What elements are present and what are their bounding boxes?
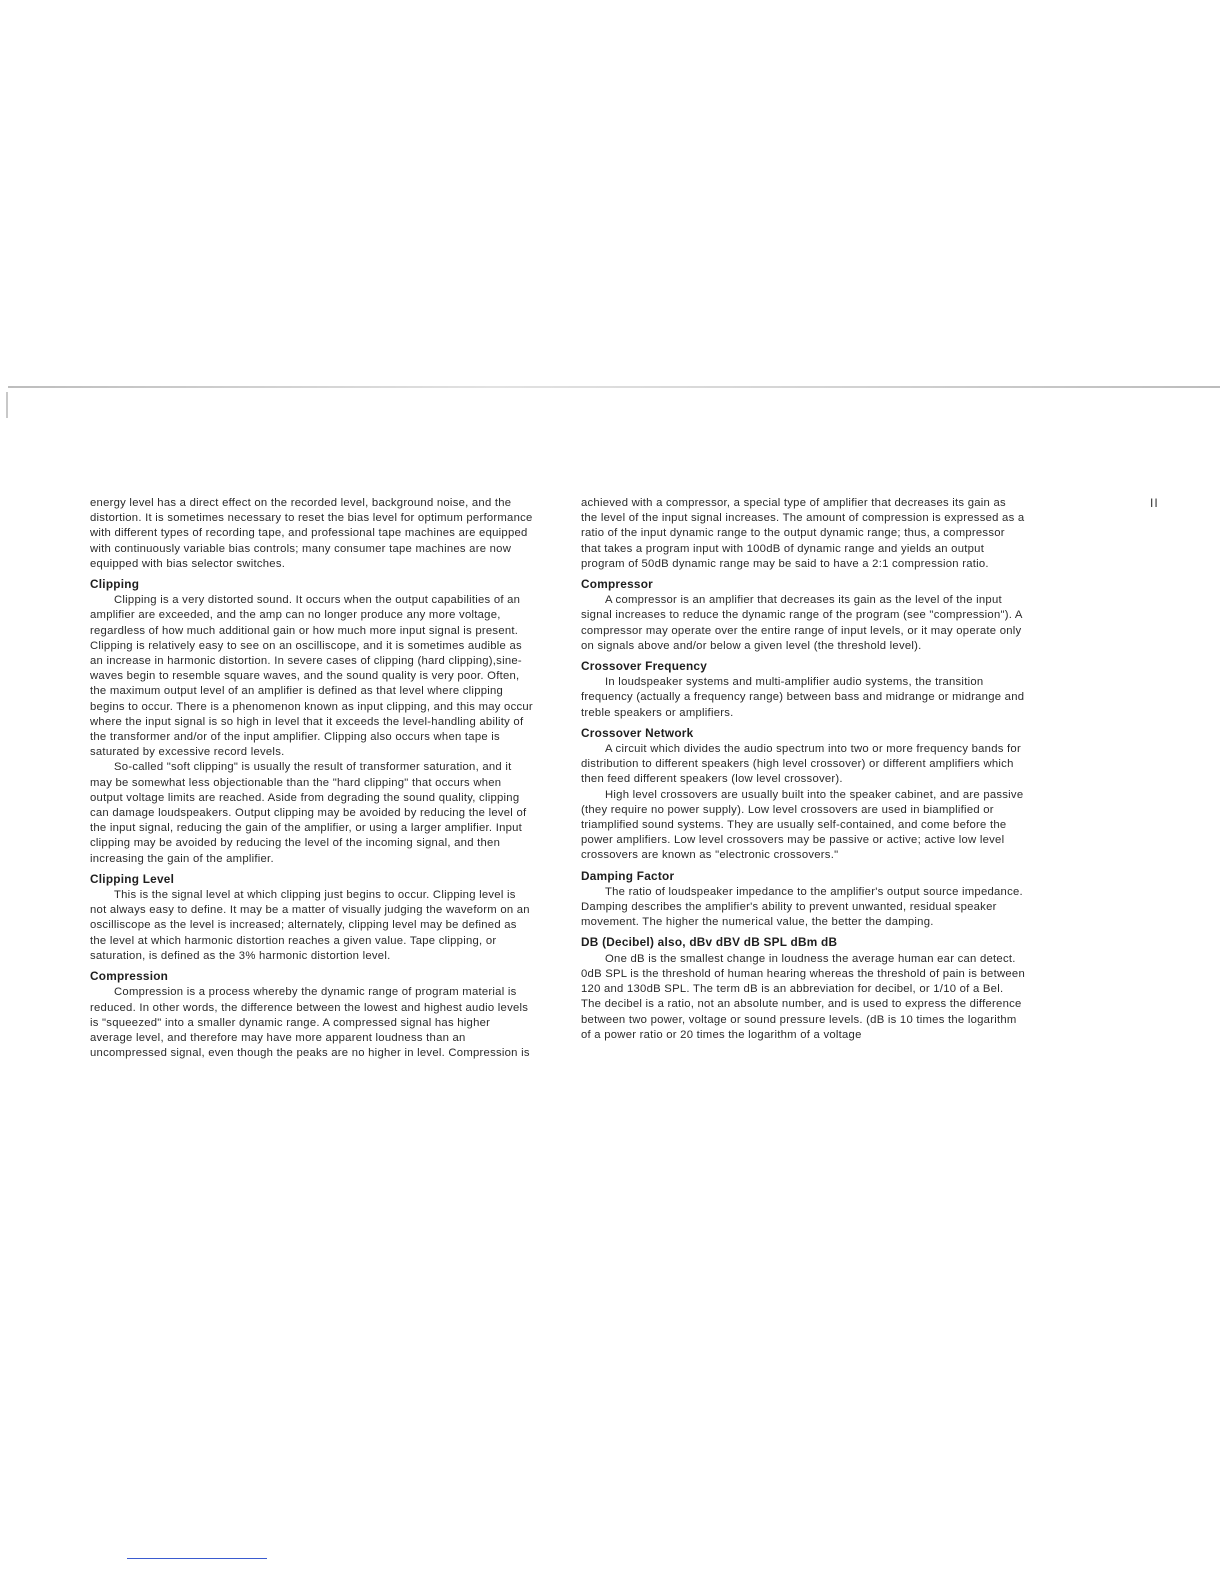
glossary-paragraph: One dB is the smallest change in loudness the average human ear can detect. 0dB SPL is the threshold of human hearing whereas the threshold of pain is between 120 and 130dB SPL. The term dB is an abbreviation for decibel, or 1/10 of a Bel. The decibel is a ratio, not an absolute number, and is used to express the difference between two power, voltage or sound pressure levels. (dB is 10 times the logarithm of a power ratio or 20 times the logarithm of a voltage: [581, 952, 1025, 1041]
glossary-paragraph: Compression is a process whereby the dynamic range of program material is reduced. In other words, the difference between the lowest and highest audio levels is "squeezed" into a smaller dynamic range. A compressed signal has higher average level, and therefore may have more apparent loudness than an uncompressed signal, even though the peaks are no higher in level. Compression is: [90, 986, 530, 1060]
glossary-term-heading: DB (Decibel) also, dBv dBV dB SPL dBm dB: [581, 935, 838, 950]
right-text-column: [581, 496, 1025, 1043]
glossary-entry-db-decibel-also-dbv-dbv-db-spl-dbm-db: [581, 935, 1025, 1042]
glossary-entry-clipping: [90, 577, 534, 867]
page-number: II: [1150, 496, 1159, 510]
glossary-paragraph: This is the signal level at which clipping just begins to occur. Clipping level is not always easy to define. It may be a matter of visually judging the waveform on an oscilliscope as the level is increased; alternately, clipping level may be defined as the level at which harmonic distortion reaches a given value. Tape clipping, or saturation, is defined as the 3% harmonic distortion level.: [90, 889, 530, 962]
glossary-term-heading: Compressor: [581, 577, 653, 592]
glossary-entry-crossover-frequency: [581, 659, 1025, 721]
glossary-entry-continued: [90, 496, 534, 572]
glossary-paragraph: Clipping is a very distorted sound. It occurs when the output capabilities of an amplifier are exceeded, and the amp can no longer produce any more voltage, regardless of how much additional gain or how much more input signal is present. Clipping is relatively easy to see on an oscilliscope, and it is sometimes audible as an increase in harmonic distortion. In severe cases of clipping (hard clipping),sine-waves begin to resemble square waves, and the sound quality is very poor. Often, the maximum output level of an amplifier is defined as that level where clipping begins to occur. There is a phenomenon known as input clipping, and this may occur where the input signal is so high in level that it exceeds the level-handling ability of the transformer and/or of the input amplifier. Clipping also occurs when tape is saturated by excessive record levels.: [90, 594, 533, 759]
glossary-term-heading: Compression: [90, 969, 169, 984]
glossary-term-heading: Clipping Level: [90, 871, 175, 886]
glossary-entry-crossover-network: [581, 726, 1025, 864]
glossary-paragraph: A compressor is an amplifier that decreases its gain as the level of the input signal increases to reduce the dynamic range of the program (see "compression"). A compressor may operate over the entire range of input levels, or it may operate only on signals above and/or below a given level (the threshold level).: [581, 594, 1023, 652]
glossary-term-heading: Damping Factor: [581, 868, 675, 883]
glossary-paragraph: A circuit which divides the audio spectrum into two or more frequency bands for distribution to different speakers (high level crossover) or different amplifiers which then feed different speakers (low level crossover).: [581, 743, 1021, 786]
glossary-entry-compression: [90, 969, 534, 1061]
glossary-paragraph: So-called "soft clipping" is usually the result of transformer saturation, and it may be somewhat less objectionable than the "hard clipping" that occurs when output voltage limits are reached. Aside from degrading the sound quality, clipping can damage loudspeakers. Output clipping may be avoided by reducing the level of the input signal, reducing the gain of the amplifier, or using a larger amplifier. Input clipping may be avoided by reducing the level of the incoming signal, and then increasing the gain of the amplifier.: [90, 761, 527, 865]
glossary-entry-compressor: [581, 577, 1025, 654]
glossary-paragraph: The ratio of loudspeaker impedance to the amplifier's output source impedance. Damping describes the amplifier's ability to prevent unwanted, residual speaker movement. The higher the numerical value, the better the damping.: [581, 885, 1023, 929]
scan-edge-mark: [6, 392, 8, 418]
glossary-term-heading: Crossover Frequency: [581, 659, 708, 674]
glossary-paragraph: achieved with a compressor, a special type of amplifier that decreases its gain as the level of the input signal increases. The amount of compression is expressed as a ratio of the input dynamic range to the output dynamic range; thus, a compressor that takes a program input with 100dB of dynamic range and yields an output program of 50dB dynamic range may be said to have a 2:1 compression ratio.: [581, 497, 1025, 570]
glossary-entry-damping-factor: [581, 869, 1025, 931]
glossary-term-heading: Clipping: [90, 577, 140, 592]
page-top-edge: [8, 386, 1220, 388]
glossary-entry-continued: [581, 496, 1025, 572]
glossary-entry-clipping-level: [90, 872, 534, 964]
glossary-paragraph: In loudspeaker systems and multi-amplifier audio systems, the transition frequency (actually a frequency range) between bass and midrange or midrange and treble speakers or amplifiers.: [581, 676, 1025, 719]
left-text-column: [90, 496, 534, 1061]
footnote-rule: [127, 1558, 267, 1559]
glossary-paragraph: High level crossovers are usually built into the speaker cabinet, and are passive (they require no power supply). Low level crossovers are used in biamplified or triamplified sound systems. They are usually self-contained, and come before the power amplifiers. Low level crossovers may be passive or active; active low level crossovers are known as "electronic crossovers.": [581, 788, 1024, 862]
glossary-term-heading: Crossover Network: [581, 725, 694, 740]
glossary-paragraph: energy level has a direct effect on the recorded level, background noise, and the distortion. It is sometimes necessary to reset the bias level for optimum performance with different types of recording tape, and professional tape machines are equipped with continuously variable bias controls; many consumer tape machines are now equipped with bias selector switches.: [90, 497, 533, 570]
